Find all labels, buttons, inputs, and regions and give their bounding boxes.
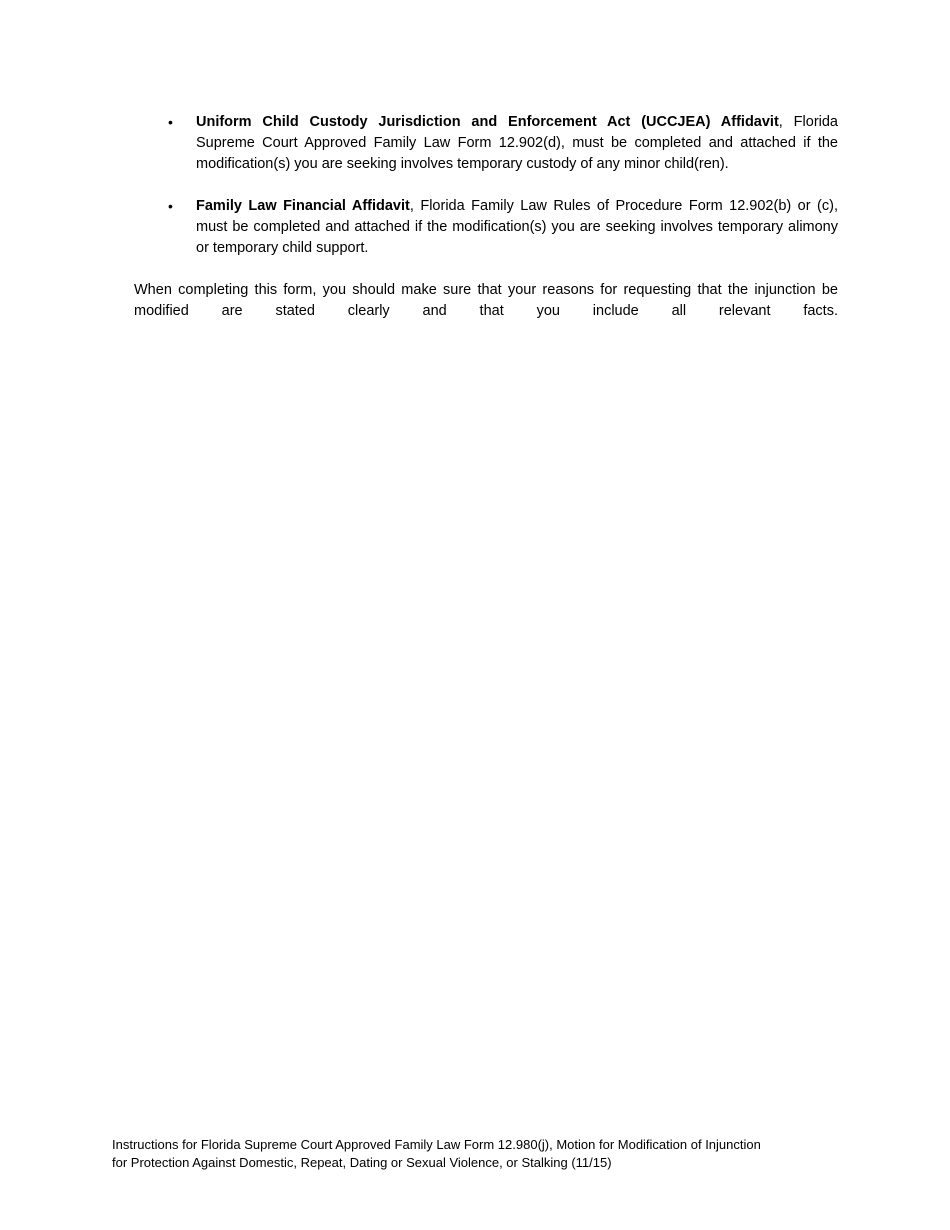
form-description-financial-affidavit: , Florida Family Law Rules of Procedure Form 12.902(b) or (c), must be completed and attached if the modification(s) you are seeking involves temporary alimony or temporary child support. <box>196 198 838 256</box>
list-item-uccjea-affidavit <box>134 112 838 175</box>
closing-paragraph: When completing this form, you should make sure that your reasons for requesting that the injunction be modified are stated clearly and that you include all relevant facts. <box>134 282 838 319</box>
bullet-icon: • <box>168 198 173 214</box>
form-description-uccjea: , Florida Supreme Court Approved Family Law Form 12.902(d), must be completed and attached if the modification(s) you are seeking involves temporary custody of any minor child(ren). <box>196 114 838 172</box>
required-forms-list <box>134 112 838 280</box>
footer-line-2: for Protection Against Domestic, Repeat, Dating or Sexual Violence, or Stalking (11/15) <box>112 1155 612 1170</box>
form-title-financial-affidavit: Family Law Financial Affidavit <box>196 198 410 214</box>
form-title-uccjea: Uniform Child Custody Jurisdiction and Enforcement Act (UCCJEA) Affidavit <box>196 114 779 130</box>
page-footer <box>112 1136 852 1172</box>
list-item-financial-affidavit <box>134 196 838 259</box>
footer-line-1: Instructions for Florida Supreme Court Approved Family Law Form 12.980(j), Motion for Modification of Injunction <box>112 1137 761 1152</box>
bullet-icon: • <box>168 114 173 130</box>
